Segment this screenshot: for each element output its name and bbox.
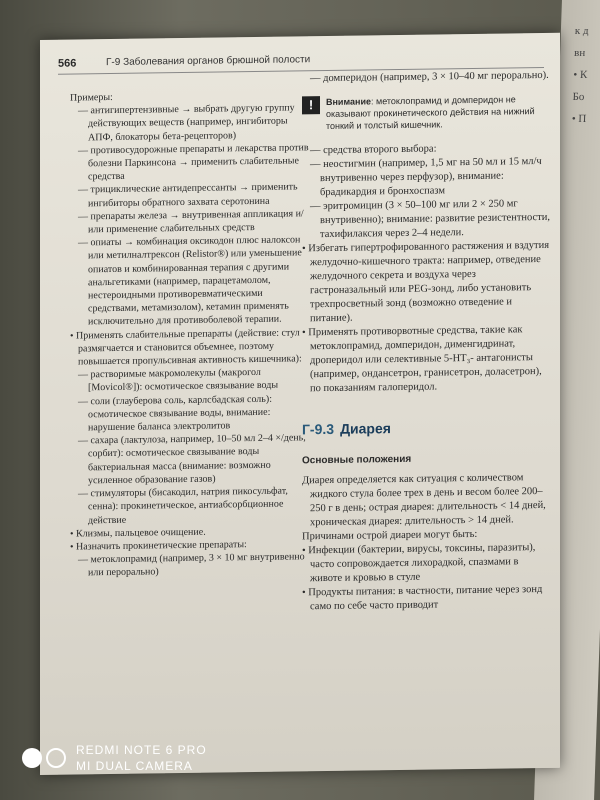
text-line: • Продукты питания: в частности, питание через зонд само по себе часто приводит xyxy=(302,583,543,613)
warning-body: : метоклопрамид и домперидон не оказывают прокинетического действия на нижний тонкий и толстый кишечник. xyxy=(326,94,535,132)
book-page xyxy=(40,33,560,775)
watermark-line2: MI DUAL CAMERA xyxy=(76,759,193,773)
text-line: — стимуляторы (бисакодил, натрия пикосульфат, сенна): прокинетическое, антиабсорбционное действие xyxy=(78,485,288,526)
circle-filled-icon xyxy=(22,748,42,768)
text-line: — опиаты → комбинация оксикодон плюс налоксон или метилналтрексон (Relistor®) или уменьшение опиатов и комбинированная терапия с другими анальгетиками (например, парацетамолом, нестероидными противоревматическими средствами, метамизолом), кетамин применять исключительно для противоболевой терапии. xyxy=(78,234,302,328)
right-bottom-list xyxy=(302,471,552,614)
watermark-logo xyxy=(22,748,66,768)
text-line: • Инфекции (бактерии, вирусы, токсины, паразиты), часто сопровождается лихорадкой, спазмами в животе и кровью в стуле xyxy=(302,542,536,585)
edge-text-line: вн xyxy=(573,47,586,59)
edge-text-line: • К xyxy=(573,69,588,81)
warning-label: Внимание xyxy=(326,96,371,108)
text-line: • Избегать гипертрофированного растяжения и вздутия желудочно-кишечного тракта: например, отведение желудочного секрета и воздуха через гастроназальный или PEG-зонд, либо установить трехпросветный зонд (возможно отведение и питание). xyxy=(302,239,550,325)
section-title: Диарея xyxy=(340,420,391,437)
text-line: • Применять слабительные препараты (действие: стул размягчается и становится объемнее, поэтому повышается пропульсивная активность кишечника): xyxy=(70,327,302,368)
circle-outline-icon xyxy=(46,748,66,768)
right-mid-list xyxy=(302,141,552,396)
watermark-line1: REDMI NOTE 6 PRO xyxy=(76,743,207,757)
edge-text-line: к д xyxy=(574,25,589,37)
text-line: Причинами острой диареи могут быть: xyxy=(302,528,478,543)
text-line: • Назначить прокинетические препараты: xyxy=(70,539,247,553)
text-line: Диарея определяется как ситуация с количеством жидкого стула более трех в день и весом более 200–250 г в день; острая диарея: длительность < 14 дней, хроническая диарея: длительность > 14 дней. xyxy=(302,472,546,529)
text-line: — препараты железа → внутривенная аппликация и/или применение слабительных средств xyxy=(78,208,304,236)
text-line: — метоклопрамид (например, 3 × 10 мг внутривенно или перорально) xyxy=(78,551,305,579)
chapter-title: Г-9 Заболевания органов брюшной полости xyxy=(106,54,311,69)
text-line: • Клизмы, пальцевое очищение. xyxy=(70,526,206,540)
subheading: Основные положения xyxy=(302,453,412,467)
section-heading xyxy=(302,419,552,436)
right-column xyxy=(302,69,552,614)
page-number: 566 xyxy=(58,57,77,70)
edge-text-line: Бо xyxy=(572,91,585,103)
warning-text xyxy=(326,93,552,132)
right-top-list xyxy=(302,69,552,86)
text-line: — сахара (лактулоза, например, 10–50 мл 2–4 ×/день, сорбит): осмотическое связывание воды бактериальная масса (внимание: возможно усиленное образование газов) xyxy=(78,432,306,487)
text-line: Примеры: xyxy=(70,91,113,104)
text-line: — противосудорожные препараты и лекарства против болезни Паркинсона → применить слабительные средства xyxy=(78,142,309,183)
text-line: • Применять противорвотные средства, такие как метоклопрамид, домперидон, дименгидринат, дроперидол или селективные 5-HT₃- антагонисты (например, ондансетрон, гранисетрон, доласетрон), по показаниям галоперидол. xyxy=(302,324,542,395)
text-line: — средства второго выбора: xyxy=(310,143,437,157)
camera-watermark xyxy=(22,742,207,774)
edge-text-line: • П xyxy=(571,113,587,125)
warning-icon: ! xyxy=(302,96,320,114)
left-column xyxy=(70,88,310,580)
text-line: — растворимые макромолекулы (макрогол [Movicol®]): осмотическое связывание воды xyxy=(78,367,279,394)
text-line: — трициклические антидепрессанты → применить ингибиторы обратного захвата серотонина xyxy=(78,181,298,209)
text-line: — неостигмин (например, 1,5 мг на 50 мл и 15 мл/ч внутривенно через перфузор), внимание: брадикардия и бронхоспазм xyxy=(310,155,542,199)
text-line: — эритромицин (3 × 50–100 мг или 2 × 250 мг внутривенно); внимание: развитие резистентности, тахифилаксия через 2–4 недели. xyxy=(310,198,551,241)
text-line: — домперидон (например, 3 × 10–40 мг перорально). xyxy=(310,69,549,85)
warning-box xyxy=(302,93,552,132)
text-line: — антигипертензивные → выбрать другую группу действующих веществ (например, ингибиторы АПФ, блокаторы бета-рецепторов) xyxy=(78,102,295,143)
edge-page-text xyxy=(571,20,589,130)
watermark-text xyxy=(76,742,207,774)
section-code: Г-9.3 xyxy=(302,420,335,438)
text-line: — соли (глауберова соль, карлсбадская соль): осмотическое связывание воды, внимание: нарушение баланса электролитов xyxy=(78,393,272,434)
